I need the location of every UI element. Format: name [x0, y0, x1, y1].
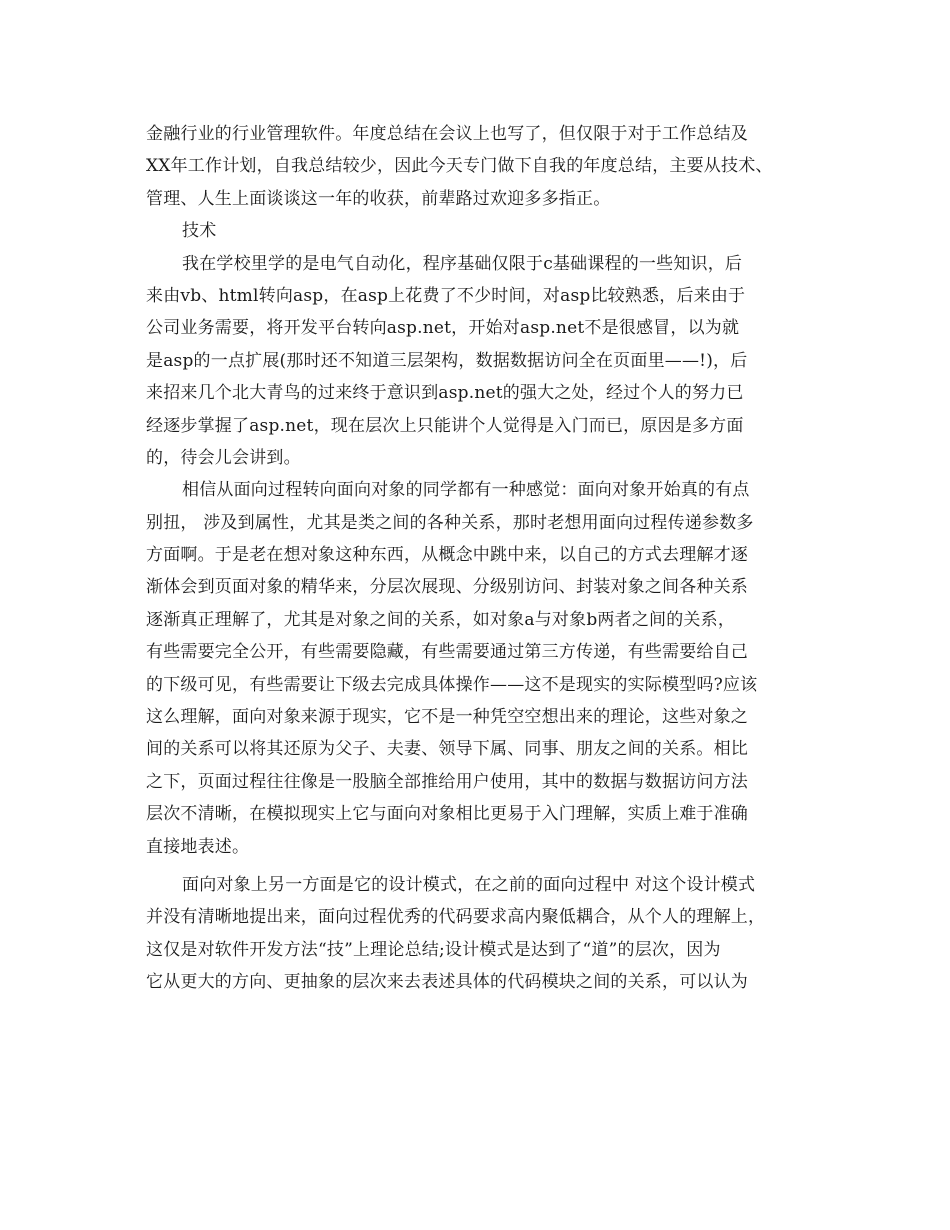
text-line: 面向对象上另一方面是它的设计模式，在之前的面向过程中 对这个设计模式 — [182, 874, 756, 895]
paragraph-intro-continued — [146, 118, 806, 215]
text-line: 经逐步掌握了asp.net，现在层次上只能讲个人觉得是入门而已，原因是多方面 — [146, 415, 744, 436]
text-line: 是asp的一点扩展(那时还不知道三层架构，数据数据访问全在页面里——!)，后 — [146, 350, 748, 371]
text-line: 金融行业的行业管理软件。年度总结在会议上也写了，但仅限于对于工作总结及 — [146, 124, 748, 144]
text-line: 的下级可见，有些需要让下级去完成具体操作——这不是现实的实际模型吗?应该 — [146, 674, 758, 695]
text-line: 之下，页面过程往往像是一股脑全部推给用户使用，其中的数据与数据访问方法 — [146, 771, 748, 792]
paragraph-object-oriented — [146, 474, 806, 863]
text-line: 管理、人生上面谈谈这一年的收获，前辈路过欢迎多多指正。 — [146, 188, 611, 209]
text-line: 并没有清晰地提出来，面向过程优秀的代码要求高内聚低耦合，从个人的理解上， — [146, 907, 766, 928]
text-line: 渐体会到页面对象的精华来，分层次展现、分级别访问、封装对象之间各种关系 — [146, 577, 748, 598]
text-line: 来招来几个北大青鸟的过来终于意识到asp.net的强大之处，经过个人的努力已 — [146, 383, 744, 404]
text-line: 逐渐真正理解了，尤其是对象之间的关系，如对象a与对象b两者之间的关系， — [146, 609, 736, 630]
text-line: 相信从面向过程转向面向对象的同学都有一种感觉：面向对象开始真的有点 — [182, 480, 750, 501]
text-line: 它从更大的方向、更抽象的层次来去表述具体的代码模块之间的关系，可以认为 — [146, 972, 748, 993]
text-line: 这仅是对软件开发方法“技”上理论总结;设计模式是达到了“道”的层次，因为 — [146, 939, 721, 960]
document-body — [146, 118, 806, 999]
section-heading-technology — [146, 215, 806, 247]
text-line: 层次不清晰，在模拟现实上它与面向对象相比更易于入门理解，实质上难于准确 — [146, 804, 748, 825]
paragraph-design-patterns — [146, 869, 806, 999]
text-line: 这么理解，面向对象来源于现实，它不是一种凭空空想出来的理论，这些对象之 — [146, 707, 748, 728]
text-line: 间的关系可以将其还原为父子、夫妻、领导下属、同事、朋友之间的关系。相比 — [146, 739, 748, 760]
text-line: 别扭， 涉及到属性，尤其是类之间的各种关系，那时老想用面向过程传递参数多 — [146, 512, 754, 533]
text-line: 公司业务需要，将开发平台转向asp.net，开始对asp.net不是很感冒，以为就 — [146, 318, 740, 339]
text-line: 的，待会儿会讲到。 — [146, 447, 301, 468]
text-line: 来由vb、html转向asp，在asp上花费了不少时间，对asp比较熟悉，后来由于 — [146, 285, 746, 306]
paragraph-school-background — [146, 248, 806, 475]
text-line: 方面啊。于是老在想对象这种东西，从概念中跳中来，以自己的方式去理解才逐 — [146, 545, 748, 566]
text-line: XX年工作计划，自我总结较少，因此今天专门做下自我的年度总结，主要从技术、 — [146, 156, 773, 177]
text-line: 有些需要完全公开，有些需要隐藏，有些需要通过第三方传递，有些需要给自己 — [146, 642, 748, 663]
section-heading: 技术 — [182, 221, 217, 242]
text-line: 我在学校里学的是电气自动化，程序基础仅限于c基础课程的一些知识，后 — [182, 253, 743, 274]
text-line: 直接地表述。 — [146, 836, 250, 857]
